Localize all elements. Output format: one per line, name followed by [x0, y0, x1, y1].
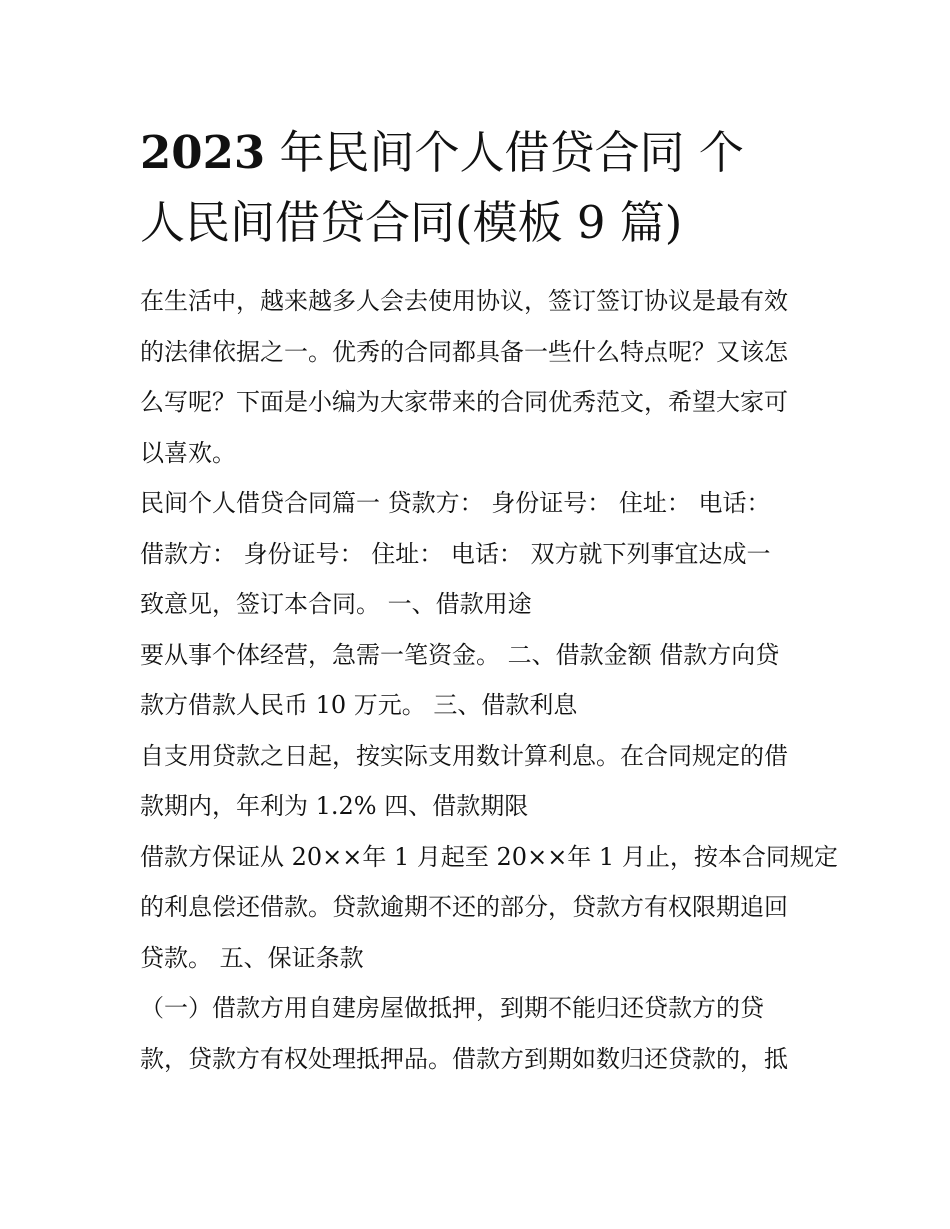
title-suffix: (模板 9 篇) — [455, 196, 683, 249]
body-line: 的利息偿还借款。贷款逾期不还的部分，贷款方有权限期追回 — [140, 893, 788, 921]
body-line: 自支用贷款之日起，按实际支用数计算利息。在合同规定的借 — [140, 741, 788, 770]
title-line-2: 人民间借贷合同(模板 9 篇) — [140, 196, 683, 249]
body-line: 的法律依据之一。优秀的合同都具备一些什么特点呢？又该怎 — [140, 337, 788, 366]
body-line: 在生活中，越来越多人会去使用协议，签订签订协议是最有效 — [140, 287, 788, 315]
document-body — [140, 276, 838, 1084]
document-title — [140, 118, 820, 258]
body-line: 贷款。 五、保证条款 — [140, 943, 364, 972]
title-year: 2023 — [140, 126, 266, 179]
body-line: 么写呢？下面是小编为大家带来的合同优秀范文，希望大家可 — [140, 388, 788, 416]
title-line-1: 2023 年民间个人借贷合同 个 — [140, 126, 744, 179]
body-line: 款期内，年利为 1.2% 四、借款期限 — [140, 792, 529, 820]
body-line: 借款方保证从 20××年 1 月起至 20××年 1 月止，按本合同规定 — [140, 842, 838, 871]
body-line: 款方借款人民币 10 万元。 三、借款利息 — [140, 691, 578, 719]
body-line: 款，贷款方有权处理抵押品。借款方到期如数归还贷款的，抵 — [140, 1044, 788, 1073]
body-line: 民间个人借贷合同篇一 贷款方： 身份证号： 住址： 电话： — [140, 489, 771, 517]
body-line: 借款方： 身份证号： 住址： 电话： 双方就下列事宜达成一 — [140, 539, 771, 568]
body-line: 以喜欢。 — [140, 438, 236, 467]
body-line: 要从事个体经营，急需一笔资金。 二、借款金额 借款方向贷 — [140, 640, 780, 669]
body-line: （一）借款方用自建房屋做抵押，到期不能归还贷款方的贷 — [140, 994, 764, 1022]
body-line: 致意见，签订本合同。 一、借款用途 — [140, 590, 532, 618]
